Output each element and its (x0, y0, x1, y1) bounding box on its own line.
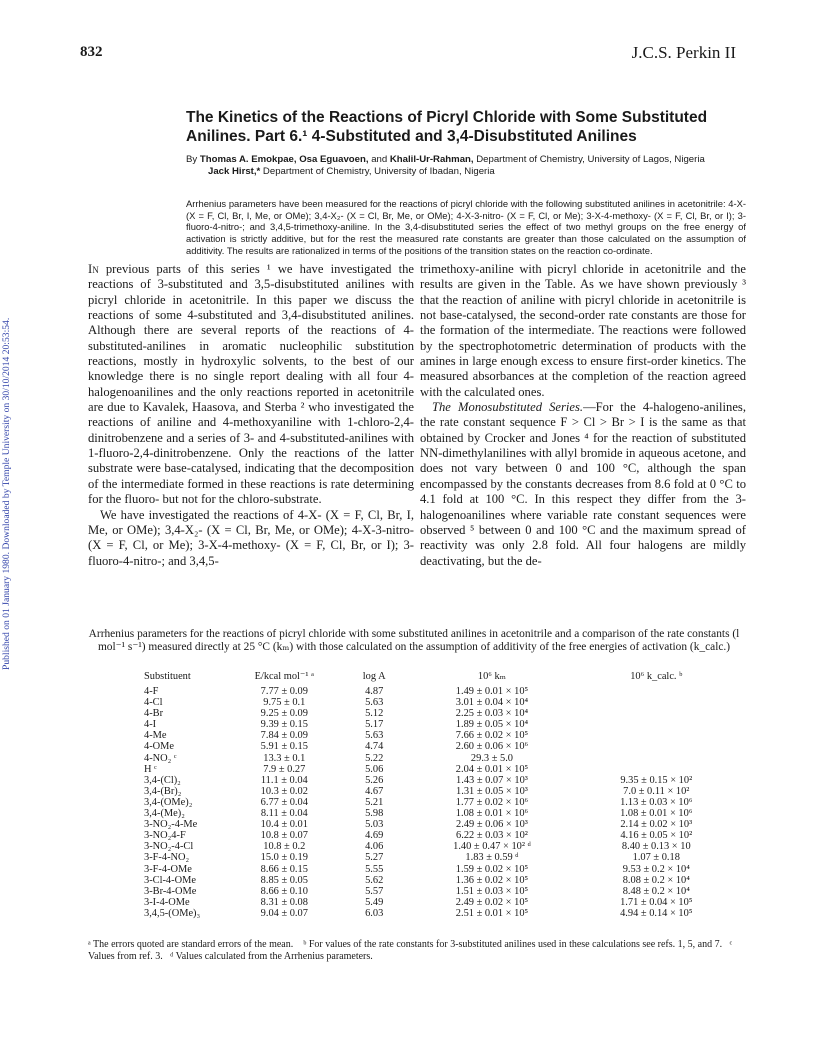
table-header: 10⁶ kₘ (477, 671, 507, 682)
table-cell: 2.60 ± 0.06 × 10⁶ (455, 741, 529, 753)
page-number: 832 (80, 44, 103, 60)
table-cell: 5.21 (365, 796, 384, 808)
author-line-1 (186, 154, 746, 166)
table-header-row (120, 670, 740, 686)
table-row (120, 875, 740, 886)
table-cell: 5.12 (365, 708, 384, 720)
table-cell: 3,4-(Cl)₂ (144, 774, 181, 786)
arrhenius-table (120, 670, 740, 919)
monosubstituted-text: —For the 4-halogeno-anilines, the rate constant sequence F > Cl > Br > I is the same as that obtained by Crocker and Jones ⁴ for the reaction of substituted NN-dimethylanilines with allyl bromide in aqueous acetone, and does not vary between 0 and 100 °C, although the span encompassed by the constants decreases from 8.6 fold at 0 °C to 4.1 fold at 100 °C. In this respect they differ from the 3-halogenoanilines where variable rate constant sequences were observed ⁵ between 0 and 100 °C and the maximum spread of reactivity was only 2.8 fold. All four halogens are mildly deactivating, but the de- (420, 400, 746, 568)
table-cell (573, 697, 740, 708)
table-cell: 5.91 ± 0.15 (260, 741, 308, 753)
table-cell: 1.77 ± 0.02 × 10⁶ (455, 796, 529, 808)
table-header: Substituent (144, 670, 191, 682)
table-caption: Arrhenius parameters for the reactions of picryl chloride with some substituted anilines in acetonitrile and a comparison of the rate constants (l mol⁻¹ s⁻¹) measured directly at 25 °C (kₘ) with those calculated on the assumption of additivity of the free energies of activation (k_calc.) (88, 628, 740, 654)
table-cell: 3,4-(OMe)₂ (144, 796, 193, 808)
table-row (120, 886, 740, 897)
table-cell: 3-NO₂-4-Cl (144, 841, 194, 853)
table-cell: 3-Cl-4-OMe (144, 874, 196, 886)
table-cell: 1.08 ± 0.01 × 10⁶ (620, 808, 693, 820)
table-cell: 29.3 ± 5.0 (470, 752, 513, 764)
table-cell: 7.66 ± 0.02 × 10⁵ (455, 730, 529, 742)
table-row (120, 697, 740, 708)
table-cell: 10.3 ± 0.02 (260, 785, 308, 797)
table-cell: 1.43 ± 0.07 × 10³ (456, 774, 528, 786)
table-footnotes (88, 939, 738, 963)
table-cell: 1.08 ± 0.01 × 10⁶ (455, 808, 529, 820)
table-cell: 7.77 ± 0.09 (260, 686, 308, 697)
table-cell: 6.22 ± 0.03 × 10² (456, 830, 528, 842)
download-side-note-text: Published on 01 January 1980. Downloaded by Temple University on 30/10/2014 20:53:54. (1, 317, 12, 670)
table-cell: 8.11 ± 0.04 (260, 808, 308, 820)
table-row (120, 797, 740, 808)
table-cell: H ᶜ (144, 763, 157, 775)
table-cell: 1.40 ± 0.47 × 10² ᵈ (453, 841, 531, 853)
table-cell: 4-Me (144, 730, 167, 742)
table-cell: 3.01 ± 0.04 × 10⁴ (455, 697, 529, 709)
table-cell: 3-NO₂4-F (144, 830, 186, 842)
table-cell: 4-NO₂ ᶜ (144, 752, 177, 764)
table-cell: 6.03 (365, 907, 384, 919)
table-header: E/kcal mol⁻¹ ᵃ (254, 671, 314, 682)
table-row (120, 897, 740, 908)
author-names: Thomas A. Emokpae, Osa Eguavoen, (199, 154, 369, 165)
table-cell: 8.85 ± 0.05 (260, 874, 308, 886)
section-heading: The Monosubstituted Series. (432, 400, 584, 415)
table-header: log A (362, 670, 386, 682)
author-name-3: Khalil-Ur-Rahman, (389, 154, 474, 165)
body-column-right (420, 262, 746, 569)
table-cell: 4-Cl (144, 697, 163, 709)
body-column-left (88, 262, 414, 569)
table-cell: 13.3 ± 0.1 (263, 752, 306, 764)
affiliation-2: Department of Chemistry, University of Ibadan, Nigeria (260, 166, 495, 177)
table-cell: 3-F-4-NO₂ (144, 852, 190, 864)
table-row (120, 908, 740, 919)
table-cell: 3,4-(Br)₂ (144, 785, 182, 797)
table-cell: 4.69 (365, 830, 384, 842)
footnote-c: ᶜ Values from ref. 3. (88, 939, 733, 962)
table-row (120, 808, 740, 819)
table-row (120, 719, 740, 730)
table-cell: 4-Br (144, 708, 164, 720)
authors-prefix: By (186, 154, 200, 165)
table-cell: 5.98 (365, 808, 384, 820)
table-cell (573, 686, 740, 697)
table-cell: 4.94 ± 0.14 × 10⁵ (620, 907, 693, 919)
table-row (120, 864, 740, 875)
table-cell: 7.9 ± 0.27 (263, 763, 306, 775)
table-cell: 1.83 ± 0.59 ᵈ (465, 852, 519, 864)
table-cell: 9.75 ± 0.1 (263, 697, 306, 709)
table-cell: 10.8 ± 0.2 (263, 841, 306, 853)
table-cell: 1.49 ± 0.01 × 10⁵ (455, 686, 529, 697)
table-cell: 5.63 (365, 730, 384, 742)
author-name-4: Jack Hirst,* (208, 166, 261, 177)
table-cell: 5.17 (365, 719, 384, 731)
table-cell: 5.57 (365, 885, 384, 897)
table-cell: 5.49 (365, 896, 384, 908)
table-body (120, 686, 740, 919)
monosubstituted-paragraph (420, 400, 746, 569)
author-line-2 (186, 166, 746, 178)
table-cell: 1.31 ± 0.05 × 10³ (456, 785, 528, 797)
table-cell: 3-F-4-OMe (144, 863, 192, 875)
journal-name: J.C.S. Perkin II (631, 43, 736, 62)
article-title: The Kinetics of the Reactions of Picryl Chloride with Some Substituted Anilines. Part 6.¹ 4-Substituted and 3,4-Disubstituted Anilines (186, 109, 708, 145)
table-cell: 5.06 (365, 763, 384, 775)
abstract: Arrhenius parameters have been measured for the reactions of picryl chloride with the following substituted anilines in acetonitrile: 4-X- (X = F, Cl, Br, I, Me, or OMe); 3,4-X₂- (X = Cl, Br, Me, or OMe); 4-X-3-nitro- (X = F, Cl, or Me); 3-X-4-methoxy- (X = F, Cl, Br, or I); 3-fluoro-4-nitro-; and 3,4,5-trimethoxy-aniline. In the 3,4-disubstituted series the effect of two methyl groups on the free energy of activation is strictly additive, but for the rest the measured rate constants are greater than those calculated on the assumption of additivity. The results are rationalized in terms of the positions of the transition states on the reaction co-ordinate. (186, 198, 746, 256)
table-cell: 9.35 ± 0.15 × 10² (620, 774, 693, 786)
table-cell: 7.0 ± 0.11 × 10² (623, 785, 690, 797)
table-cell: 5.62 (365, 874, 384, 886)
intro-text: previous parts of this series ¹ we have investigated the reactions of 3-substituted and 3,5-disubstituted anilines with picryl chloride in acetonitrile. In this paper we discuss the reactions of some 4-substituted and 3,4-disubstituted anilines. Although there are several reports of the reactions of 4-substituted-anilines in aromatic nucleophilic substitution reactions, mostly in hydroxylic solvents, to the best of our knowledge there is no single report dealing with all four 4-halogenoanilines and the only reactions reported in acetonitrile are due to Kavalek, Haasova, and Sterba ² who investigated the reactions of aniline and 4-methoxyaniline with 1-chloro-2,4-dinitrobenzene and a series of 3- and 4-substituted-anilines with 1-fluoro-2,4-dinitrobenzene. Only the reactions of the latter substrate were base-catalysed, indicating that the decomposition of the intermediate formed in these reactions is rate determining for the fluoro- but not for the chloro-substrate. (88, 262, 414, 507)
table-row (120, 841, 740, 852)
table-row (120, 819, 740, 830)
table-cell: 10.8 ± 0.07 (260, 830, 308, 842)
table-cell: 15.0 ± 0.19 (260, 852, 308, 864)
table-cell (573, 741, 740, 752)
table-cell: 6.77 ± 0.04 (260, 796, 308, 808)
footnote-b: ᵇ For values of the rate constants for 3-substituted anilines used in these calculations see refs. 1, 5, and 7. (303, 939, 723, 950)
table-row (120, 764, 740, 775)
table-cell: 4-F (144, 686, 159, 697)
table-cell: 3-NO₂-4-Me (144, 819, 198, 831)
table-cell: 4.74 (365, 741, 384, 753)
table-cell: 8.31 ± 0.08 (260, 896, 308, 908)
author-block (186, 154, 746, 178)
table-row (120, 730, 740, 741)
table-row (120, 686, 740, 697)
table-cell: 3,4,5-(OMe)₃ (144, 907, 201, 919)
table-cell: 3-Br-4-OMe (144, 885, 197, 897)
table-cell: 1.59 ± 0.02 × 10⁵ (455, 863, 529, 875)
table-cell: 8.48 ± 0.2 × 10⁴ (622, 885, 690, 897)
table-row (120, 852, 740, 863)
table-cell: 2.49 ± 0.06 × 10³ (456, 819, 528, 831)
table-cell: 4.06 (365, 841, 384, 853)
methods-paragraph: trimethoxy-aniline with picryl chloride in acetonitrile and the results are given in the Table. As we have shown previously ³ that the reaction of aniline with picryl chloride in acetonitrile is not base-catalysed, the second-order rate constants are those for the formation of the intermediate. The reactions were followed by the spectrophotometric determination of products with the amines in large enough excess to ensure first-order kinetics. The measured absorbances at the completion of the reaction agreed with the calculated ones. (420, 262, 746, 399)
table-cell: 10.4 ± 0.01 (260, 819, 308, 831)
table-row (120, 753, 740, 764)
table-cell: 7.84 ± 0.09 (260, 730, 308, 742)
table-cell: 5.22 (365, 752, 384, 764)
table-cell: 2.51 ± 0.01 × 10⁵ (455, 907, 529, 919)
affiliation-1: Department of Chemistry, University of Lagos, Nigeria (473, 154, 705, 165)
table-row (120, 830, 740, 841)
table-row (120, 708, 740, 719)
table-cell: 4-I (144, 719, 157, 731)
intro-paragraph (88, 262, 414, 508)
table-cell (573, 708, 740, 719)
table-cell (573, 764, 740, 775)
table-cell: 2.25 ± 0.03 × 10⁴ (455, 708, 529, 720)
table-row (120, 786, 740, 797)
table-cell: 8.08 ± 0.2 × 10⁴ (622, 874, 690, 886)
table-cell: 3,4-(Me)₂ (144, 808, 185, 820)
intro-lead: In (88, 262, 99, 276)
table-cell: 4-OMe (144, 741, 175, 753)
table-header: 10⁶ k_calc. ᵇ (630, 670, 683, 682)
table-cell: 5.63 (365, 697, 384, 709)
table-cell: 8.66 ± 0.15 (260, 863, 308, 875)
table-cell: 5.27 (365, 852, 384, 864)
table-row (120, 741, 740, 752)
table-cell: 9.53 ± 0.2 × 10⁴ (622, 863, 690, 875)
table-cell: 1.51 ± 0.03 × 10⁵ (455, 885, 529, 897)
footnote-d: ᵈ Values calculated from the Arrhenius parameters. (170, 951, 373, 962)
table-cell (573, 719, 740, 730)
footnote-a: ᵃ The errors quoted are standard errors of the mean. (88, 939, 294, 950)
table-cell: 5.03 (365, 819, 384, 831)
table-cell: 4.67 (365, 785, 384, 797)
table-cell: 1.36 ± 0.02 × 10⁵ (455, 874, 529, 886)
scope-paragraph: We have investigated the reactions of 4-X- (X = F, Cl, Br, I, Me, or OMe); 3,4-X₂- (X = Cl, Br, Me, or OMe); 4-X-3-nitro- (X = F, Cl, or Me); 3-X-4-methoxy- (X = F, Cl, Br, or I); 3-fluoro-4-nitro-; and 3,4,5- (88, 507, 414, 568)
download-side-note (0, 260, 12, 670)
table-cell: 2.14 ± 0.02 × 10³ (620, 819, 693, 831)
table-cell: 9.04 ± 0.07 (260, 907, 308, 919)
authors-and: and (368, 154, 390, 165)
table-cell: 4.87 (365, 686, 384, 697)
table-cell: 8.40 ± 0.13 × 10 (621, 841, 691, 853)
table-cell (573, 753, 740, 764)
table-cell: 2.04 ± 0.01 × 10⁵ (455, 763, 529, 775)
table-cell: 1.13 ± 0.03 × 10⁶ (620, 796, 693, 808)
table-cell: 9.39 ± 0.15 (260, 719, 308, 731)
table-cell: 3-I-4-OMe (144, 896, 190, 908)
table-cell: 9.25 ± 0.09 (260, 708, 308, 720)
table-cell: 5.26 (365, 774, 384, 786)
table-cell: 4.16 ± 0.05 × 10² (620, 830, 693, 842)
table-cell: 11.1 ± 0.04 (260, 774, 308, 786)
table-cell: 2.49 ± 0.02 × 10⁵ (455, 896, 529, 908)
table-cell: 1.07 ± 0.18 (632, 852, 680, 864)
table-row (120, 775, 740, 786)
table-cell (573, 730, 740, 741)
table-cell: 1.71 ± 0.04 × 10⁵ (620, 896, 693, 908)
table-cell: 5.55 (365, 863, 384, 875)
table-cell: 1.89 ± 0.05 × 10⁴ (455, 719, 529, 731)
table-cell: 8.66 ± 0.10 (260, 885, 308, 897)
